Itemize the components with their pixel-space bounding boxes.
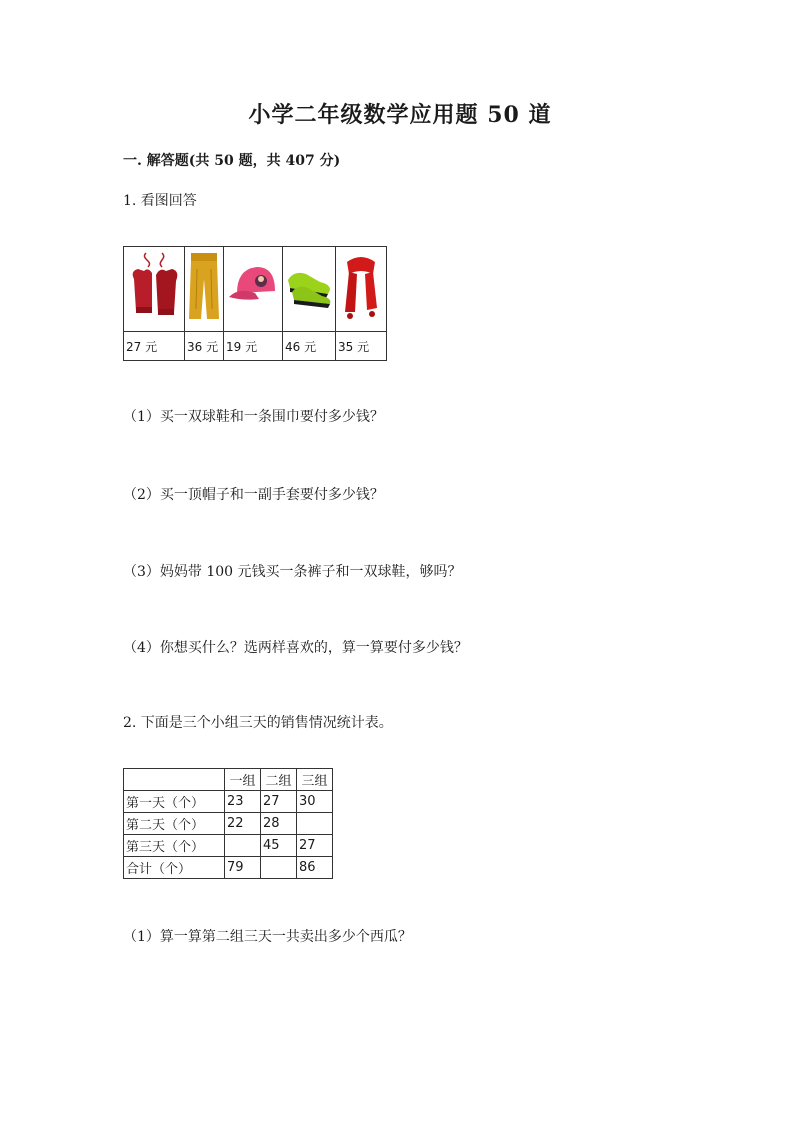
scarf-cell bbox=[336, 247, 387, 332]
subquestion-1-2: （2）买一顶帽子和一副手套要付多少钱？ bbox=[123, 487, 384, 503]
row-label: 第三天（个） bbox=[124, 835, 225, 857]
price-label: 27 元 bbox=[124, 332, 185, 361]
table-cell: 28 bbox=[261, 813, 297, 835]
subquestion-1-4: （4）你想买什么？选两样喜欢的，算一算要付多少钱？ bbox=[123, 640, 468, 656]
mittens-cell bbox=[124, 247, 185, 332]
subquestion-1-3: （3）妈妈带 100 元钱买一条裤子和一双球鞋，够吗？ bbox=[123, 564, 462, 580]
table-cell: 30 bbox=[297, 791, 333, 813]
table-cell bbox=[261, 857, 297, 879]
price-label: 35 元 bbox=[336, 332, 387, 361]
table-cell: 22 bbox=[225, 813, 261, 835]
question-1-label: 1. 看图回答 bbox=[123, 193, 197, 209]
mittens-icon bbox=[126, 249, 182, 325]
subquestion-1-1: （1）买一双球鞋和一条围巾要付多少钱？ bbox=[123, 409, 384, 425]
table-cell bbox=[225, 835, 261, 857]
cap-icon bbox=[225, 257, 281, 317]
price-label: 36 元 bbox=[185, 332, 224, 361]
table-header: 一组 bbox=[225, 769, 261, 791]
table-header-row bbox=[124, 769, 333, 791]
table-cell: 79 bbox=[225, 857, 261, 879]
scarf-icon bbox=[339, 252, 383, 322]
question-2-label: 2. 下面是三个小组三天的销售情况统计表。 bbox=[123, 715, 393, 731]
price-label: 46 元 bbox=[283, 332, 336, 361]
row-label: 第一天（个） bbox=[124, 791, 225, 813]
table-header: 三组 bbox=[297, 769, 333, 791]
row-label: 第二天（个） bbox=[124, 813, 225, 835]
table-row bbox=[124, 835, 333, 857]
table-cell: 45 bbox=[261, 835, 297, 857]
cap-cell bbox=[224, 247, 283, 332]
sneakers-cell bbox=[283, 247, 336, 332]
table-cell: 23 bbox=[225, 791, 261, 813]
table-cell bbox=[297, 813, 333, 835]
table-row bbox=[124, 857, 333, 879]
price-label: 19 元 bbox=[224, 332, 283, 361]
table-cell: 27 bbox=[297, 835, 333, 857]
sales-table bbox=[123, 768, 333, 879]
table-row bbox=[124, 813, 333, 835]
price-table bbox=[123, 246, 387, 361]
table-header: 二组 bbox=[261, 769, 297, 791]
pants-icon bbox=[187, 249, 221, 325]
pants-cell bbox=[185, 247, 224, 332]
sneakers-icon bbox=[284, 262, 334, 312]
subquestion-2-1: （1）算一算第二组三天一共卖出多少个西瓜？ bbox=[123, 929, 412, 945]
row-label: 合计（个） bbox=[124, 857, 225, 879]
table-cell: 27 bbox=[261, 791, 297, 813]
section-heading: 一. 解答题(共 50 题，共 407 分) bbox=[123, 153, 341, 169]
page-title: 小学二年级数学应用题 50 道 bbox=[248, 102, 552, 128]
table-cell bbox=[124, 769, 225, 791]
table-cell: 86 bbox=[297, 857, 333, 879]
table-row bbox=[124, 791, 333, 813]
